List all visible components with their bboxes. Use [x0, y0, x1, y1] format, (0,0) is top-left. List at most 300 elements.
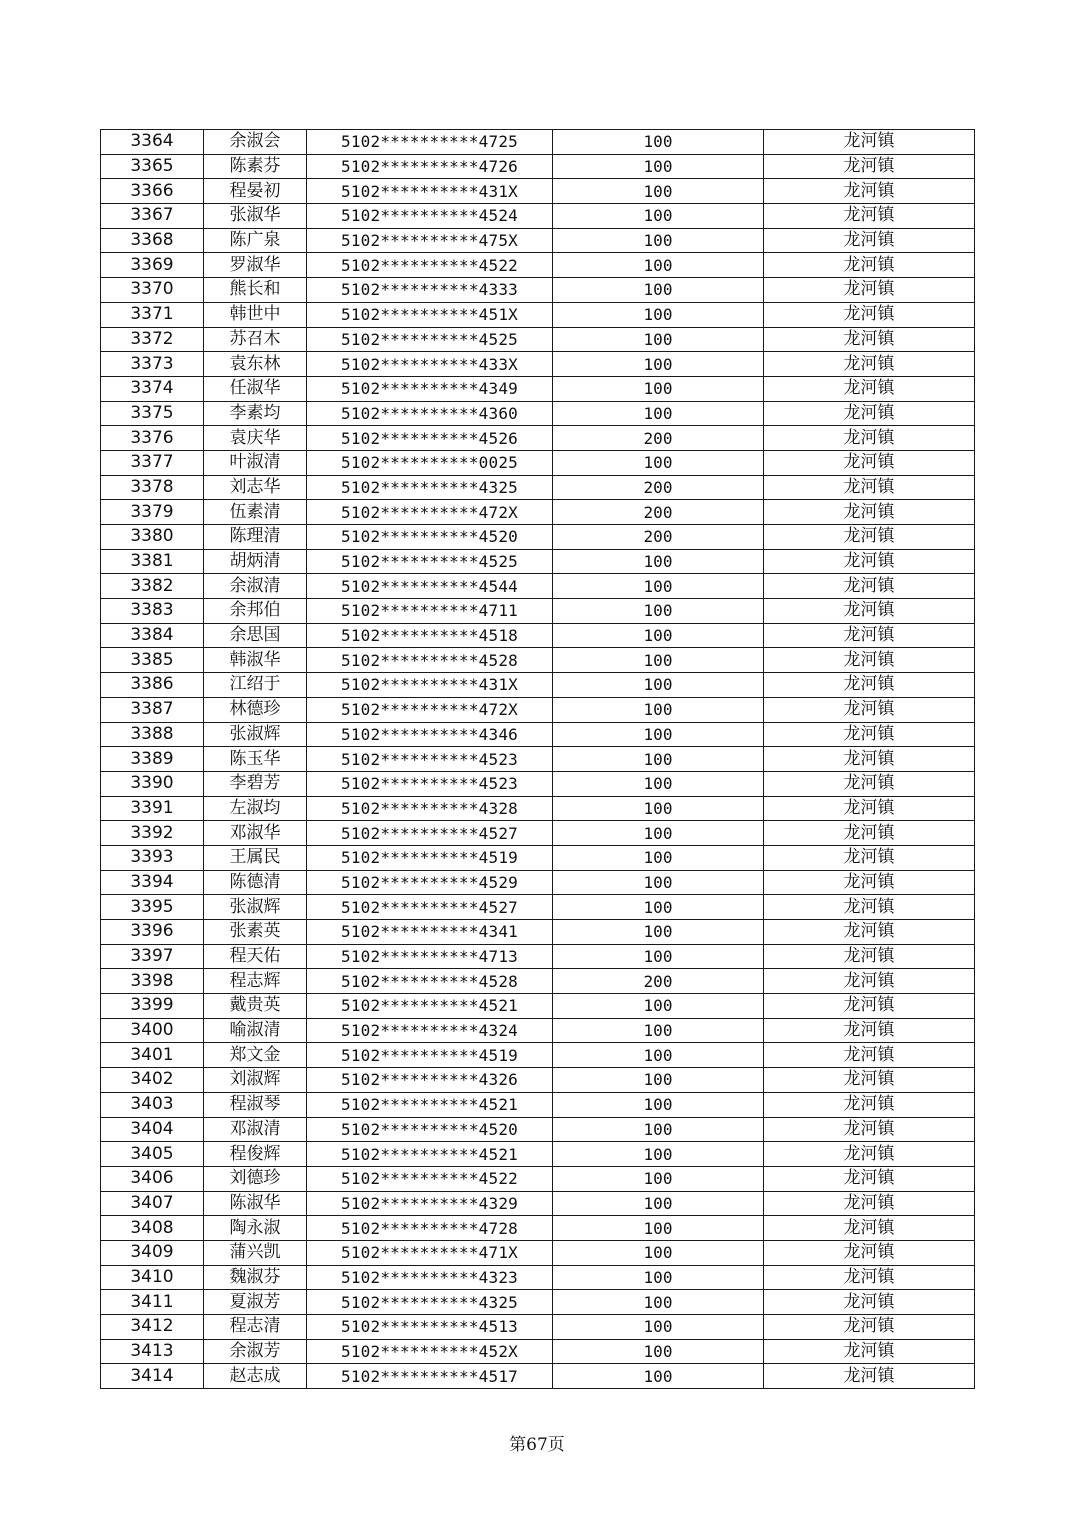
cell-town: 龙河镇	[764, 697, 975, 722]
cell-town: 龙河镇	[764, 1142, 975, 1167]
cell-seq: 3380	[101, 525, 204, 550]
table-row	[101, 1166, 975, 1191]
cell-seq: 3379	[101, 500, 204, 525]
cell-town: 龙河镇	[764, 1364, 975, 1389]
cell-name: 邓淑清	[204, 1117, 307, 1142]
cell-town: 龙河镇	[764, 327, 975, 352]
cell-id-number: 5102**********4525	[307, 327, 553, 352]
cell-id-number: 5102**********472X	[307, 500, 553, 525]
cell-seq: 3384	[101, 623, 204, 648]
cell-id-number: 5102**********4521	[307, 1142, 553, 1167]
cell-name: 陈理清	[204, 525, 307, 550]
cell-town: 龙河镇	[764, 525, 975, 550]
cell-name: 余淑清	[204, 574, 307, 599]
table-row	[101, 969, 975, 994]
table-row	[101, 722, 975, 747]
cell-amount: 100	[553, 1290, 764, 1315]
cell-id-number: 5102**********472X	[307, 697, 553, 722]
table-row	[101, 1018, 975, 1043]
table-row	[101, 1315, 975, 1340]
cell-seq: 3389	[101, 747, 204, 772]
cell-id-number: 5102**********471X	[307, 1240, 553, 1265]
cell-amount: 100	[553, 228, 764, 253]
cell-town: 龙河镇	[764, 796, 975, 821]
cell-amount: 100	[553, 278, 764, 303]
cell-seq: 3404	[101, 1117, 204, 1142]
cell-name: 刘淑辉	[204, 1068, 307, 1093]
cell-town: 龙河镇	[764, 302, 975, 327]
cell-town: 龙河镇	[764, 1117, 975, 1142]
cell-seq: 3373	[101, 352, 204, 377]
cell-amount: 100	[553, 450, 764, 475]
cell-amount: 100	[553, 994, 764, 1019]
cell-town: 龙河镇	[764, 1018, 975, 1043]
cell-amount: 100	[553, 302, 764, 327]
cell-name: 左淑均	[204, 796, 307, 821]
cell-seq: 3401	[101, 1043, 204, 1068]
cell-town: 龙河镇	[764, 722, 975, 747]
table-row	[101, 1191, 975, 1216]
cell-amount: 100	[553, 204, 764, 229]
cell-town: 龙河镇	[764, 376, 975, 401]
cell-seq: 3395	[101, 895, 204, 920]
cell-seq: 3374	[101, 376, 204, 401]
cell-name: 王属民	[204, 845, 307, 870]
cell-name: 程天佑	[204, 944, 307, 969]
table-row	[101, 796, 975, 821]
cell-town: 龙河镇	[764, 969, 975, 994]
cell-id-number: 5102**********4528	[307, 648, 553, 673]
cell-id-number: 5102**********4521	[307, 1092, 553, 1117]
cell-seq: 3397	[101, 944, 204, 969]
table-row	[101, 1265, 975, 1290]
cell-town: 龙河镇	[764, 278, 975, 303]
cell-amount: 100	[553, 944, 764, 969]
table-row	[101, 1092, 975, 1117]
cell-town: 龙河镇	[764, 130, 975, 155]
cell-id-number: 5102**********4711	[307, 599, 553, 624]
cell-amount: 100	[553, 845, 764, 870]
cell-name: 熊长和	[204, 278, 307, 303]
table-row	[101, 154, 975, 179]
cell-seq: 3413	[101, 1339, 204, 1364]
table-row	[101, 1290, 975, 1315]
cell-town: 龙河镇	[764, 1092, 975, 1117]
cell-amount: 100	[553, 253, 764, 278]
cell-amount: 100	[553, 895, 764, 920]
cell-amount: 100	[553, 796, 764, 821]
cell-town: 龙河镇	[764, 673, 975, 698]
cell-name: 张淑辉	[204, 895, 307, 920]
table-row	[101, 1068, 975, 1093]
cell-town: 龙河镇	[764, 574, 975, 599]
cell-seq: 3405	[101, 1142, 204, 1167]
table-row	[101, 994, 975, 1019]
cell-name: 叶淑清	[204, 450, 307, 475]
cell-name: 任淑华	[204, 376, 307, 401]
cell-amount: 100	[553, 1142, 764, 1167]
table-row	[101, 574, 975, 599]
cell-seq: 3412	[101, 1315, 204, 1340]
cell-seq: 3366	[101, 179, 204, 204]
table-row	[101, 525, 975, 550]
cell-id-number: 5102**********4544	[307, 574, 553, 599]
cell-amount: 100	[553, 1265, 764, 1290]
cell-amount: 200	[553, 969, 764, 994]
cell-seq: 3383	[101, 599, 204, 624]
cell-amount: 100	[553, 154, 764, 179]
cell-town: 龙河镇	[764, 500, 975, 525]
cell-amount: 100	[553, 549, 764, 574]
cell-name: 李素均	[204, 401, 307, 426]
table-row	[101, 302, 975, 327]
cell-id-number: 5102**********4325	[307, 475, 553, 500]
cell-name: 陈德清	[204, 870, 307, 895]
cell-seq: 3399	[101, 994, 204, 1019]
cell-seq: 3400	[101, 1018, 204, 1043]
cell-town: 龙河镇	[764, 179, 975, 204]
cell-town: 龙河镇	[764, 623, 975, 648]
cell-name: 刘志华	[204, 475, 307, 500]
cell-id-number: 5102**********4341	[307, 920, 553, 945]
cell-amount: 200	[553, 500, 764, 525]
cell-town: 龙河镇	[764, 1216, 975, 1241]
table-row	[101, 870, 975, 895]
cell-town: 龙河镇	[764, 204, 975, 229]
cell-id-number: 5102**********4527	[307, 895, 553, 920]
cell-amount: 200	[553, 475, 764, 500]
cell-town: 龙河镇	[764, 1191, 975, 1216]
cell-town: 龙河镇	[764, 228, 975, 253]
table-row	[101, 944, 975, 969]
cell-seq: 3386	[101, 673, 204, 698]
cell-town: 龙河镇	[764, 1043, 975, 1068]
cell-seq: 3367	[101, 204, 204, 229]
cell-id-number: 5102**********4323	[307, 1265, 553, 1290]
cell-seq: 3409	[101, 1240, 204, 1265]
cell-seq: 3376	[101, 426, 204, 451]
table-row	[101, 648, 975, 673]
cell-seq: 3408	[101, 1216, 204, 1241]
cell-name: 程俊辉	[204, 1142, 307, 1167]
cell-amount: 100	[553, 1191, 764, 1216]
cell-town: 龙河镇	[764, 1290, 975, 1315]
cell-seq: 3370	[101, 278, 204, 303]
cell-seq: 3364	[101, 130, 204, 155]
cell-amount: 100	[553, 130, 764, 155]
cell-town: 龙河镇	[764, 253, 975, 278]
cell-name: 苏召木	[204, 327, 307, 352]
cell-town: 龙河镇	[764, 920, 975, 945]
cell-amount: 100	[553, 870, 764, 895]
cell-seq: 3375	[101, 401, 204, 426]
cell-id-number: 5102**********4726	[307, 154, 553, 179]
cell-id-number: 5102**********4520	[307, 1117, 553, 1142]
cell-id-number: 5102**********4328	[307, 796, 553, 821]
cell-id-number: 5102**********4329	[307, 1191, 553, 1216]
cell-name: 张淑辉	[204, 722, 307, 747]
cell-id-number: 5102**********4349	[307, 376, 553, 401]
table-row	[101, 228, 975, 253]
cell-amount: 100	[553, 401, 764, 426]
cell-name: 陈广泉	[204, 228, 307, 253]
table-row	[101, 771, 975, 796]
cell-name: 余思国	[204, 623, 307, 648]
cell-town: 龙河镇	[764, 426, 975, 451]
cell-name: 韩淑华	[204, 648, 307, 673]
cell-id-number: 5102**********4526	[307, 426, 553, 451]
cell-id-number: 5102**********4713	[307, 944, 553, 969]
table-row	[101, 1117, 975, 1142]
cell-name: 戴贵英	[204, 994, 307, 1019]
cell-amount: 100	[553, 574, 764, 599]
cell-town: 龙河镇	[764, 870, 975, 895]
cell-seq: 3392	[101, 821, 204, 846]
cell-seq: 3411	[101, 1290, 204, 1315]
cell-town: 龙河镇	[764, 450, 975, 475]
table-row	[101, 1142, 975, 1167]
cell-amount: 100	[553, 1240, 764, 1265]
table-row	[101, 204, 975, 229]
cell-seq: 3407	[101, 1191, 204, 1216]
cell-town: 龙河镇	[764, 1166, 975, 1191]
cell-name: 陈淑华	[204, 1191, 307, 1216]
cell-seq: 3414	[101, 1364, 204, 1389]
cell-amount: 100	[553, 599, 764, 624]
table-row	[101, 1339, 975, 1364]
cell-town: 龙河镇	[764, 352, 975, 377]
table-row	[101, 1364, 975, 1389]
table-row	[101, 130, 975, 155]
cell-seq: 3382	[101, 574, 204, 599]
cell-amount: 100	[553, 1364, 764, 1389]
table-row	[101, 426, 975, 451]
cell-name: 李碧芳	[204, 771, 307, 796]
cell-seq: 3402	[101, 1068, 204, 1093]
cell-amount: 100	[553, 1166, 764, 1191]
cell-id-number: 5102**********4520	[307, 525, 553, 550]
table-row	[101, 920, 975, 945]
cell-id-number: 5102**********433X	[307, 352, 553, 377]
cell-id-number: 5102**********4522	[307, 253, 553, 278]
cell-amount: 100	[553, 1018, 764, 1043]
table-row	[101, 352, 975, 377]
table-row	[101, 623, 975, 648]
cell-amount: 100	[553, 376, 764, 401]
cell-id-number: 5102**********4529	[307, 870, 553, 895]
cell-name: 程志辉	[204, 969, 307, 994]
cell-name: 余淑芳	[204, 1339, 307, 1364]
cell-seq: 3387	[101, 697, 204, 722]
cell-seq: 3406	[101, 1166, 204, 1191]
cell-amount: 100	[553, 1043, 764, 1068]
cell-id-number: 5102**********4324	[307, 1018, 553, 1043]
cell-seq: 3377	[101, 450, 204, 475]
cell-name: 程晏初	[204, 179, 307, 204]
cell-id-number: 5102**********4524	[307, 204, 553, 229]
cell-id-number: 5102**********475X	[307, 228, 553, 253]
cell-town: 龙河镇	[764, 648, 975, 673]
cell-town: 龙河镇	[764, 401, 975, 426]
cell-name: 魏淑芬	[204, 1265, 307, 1290]
table-row	[101, 895, 975, 920]
cell-name: 罗淑华	[204, 253, 307, 278]
cell-id-number: 5102**********4522	[307, 1166, 553, 1191]
cell-seq: 3396	[101, 920, 204, 945]
cell-name: 程志清	[204, 1315, 307, 1340]
cell-id-number: 5102**********4725	[307, 130, 553, 155]
table-row	[101, 475, 975, 500]
cell-amount: 100	[553, 673, 764, 698]
cell-seq: 3398	[101, 969, 204, 994]
cell-seq: 3372	[101, 327, 204, 352]
cell-town: 龙河镇	[764, 154, 975, 179]
roster-table-body	[101, 130, 975, 1389]
cell-amount: 100	[553, 1068, 764, 1093]
roster-table	[100, 129, 975, 1389]
cell-name: 江绍于	[204, 673, 307, 698]
page-number: 第67页	[509, 1435, 565, 1455]
cell-seq: 3385	[101, 648, 204, 673]
cell-seq: 3378	[101, 475, 204, 500]
table-row	[101, 673, 975, 698]
cell-town: 龙河镇	[764, 994, 975, 1019]
cell-amount: 200	[553, 525, 764, 550]
cell-amount: 100	[553, 821, 764, 846]
cell-id-number: 5102**********4518	[307, 623, 553, 648]
cell-amount: 100	[553, 1339, 764, 1364]
cell-name: 袁庆华	[204, 426, 307, 451]
cell-name: 邓淑华	[204, 821, 307, 846]
cell-id-number: 5102**********451X	[307, 302, 553, 327]
table-row	[101, 500, 975, 525]
cell-name: 伍素清	[204, 500, 307, 525]
cell-id-number: 5102**********4325	[307, 1290, 553, 1315]
cell-town: 龙河镇	[764, 1339, 975, 1364]
cell-amount: 100	[553, 1315, 764, 1340]
cell-id-number: 5102**********431X	[307, 179, 553, 204]
cell-id-number: 5102**********4360	[307, 401, 553, 426]
cell-seq: 3371	[101, 302, 204, 327]
cell-id-number: 5102**********4519	[307, 845, 553, 870]
cell-id-number: 5102**********452X	[307, 1339, 553, 1364]
cell-amount: 100	[553, 697, 764, 722]
cell-amount: 100	[553, 771, 764, 796]
table-row	[101, 179, 975, 204]
cell-amount: 100	[553, 648, 764, 673]
cell-id-number: 5102**********4527	[307, 821, 553, 846]
cell-town: 龙河镇	[764, 549, 975, 574]
cell-id-number: 5102**********4517	[307, 1364, 553, 1389]
cell-amount: 100	[553, 1117, 764, 1142]
cell-seq: 3410	[101, 1265, 204, 1290]
cell-id-number: 5102**********4528	[307, 969, 553, 994]
cell-name: 程淑琴	[204, 1092, 307, 1117]
table-row	[101, 599, 975, 624]
cell-seq: 3381	[101, 549, 204, 574]
cell-amount: 100	[553, 722, 764, 747]
cell-town: 龙河镇	[764, 747, 975, 772]
cell-id-number: 5102**********431X	[307, 673, 553, 698]
table-row	[101, 821, 975, 846]
cell-seq: 3368	[101, 228, 204, 253]
cell-town: 龙河镇	[764, 1315, 975, 1340]
cell-name: 余邦伯	[204, 599, 307, 624]
cell-name: 陈玉华	[204, 747, 307, 772]
cell-id-number: 5102**********4525	[307, 549, 553, 574]
cell-seq: 3369	[101, 253, 204, 278]
table-row	[101, 697, 975, 722]
cell-seq: 3365	[101, 154, 204, 179]
cell-name: 夏淑芳	[204, 1290, 307, 1315]
cell-town: 龙河镇	[764, 1265, 975, 1290]
cell-id-number: 5102**********4326	[307, 1068, 553, 1093]
cell-amount: 100	[553, 352, 764, 377]
cell-id-number: 5102**********4523	[307, 747, 553, 772]
cell-amount: 100	[553, 920, 764, 945]
cell-name: 胡炳清	[204, 549, 307, 574]
cell-seq: 3403	[101, 1092, 204, 1117]
table-row	[101, 1216, 975, 1241]
cell-name: 赵志成	[204, 1364, 307, 1389]
cell-town: 龙河镇	[764, 475, 975, 500]
cell-id-number: 5102**********4519	[307, 1043, 553, 1068]
table-row	[101, 1043, 975, 1068]
cell-town: 龙河镇	[764, 845, 975, 870]
table-row	[101, 549, 975, 574]
cell-name: 蒲兴凯	[204, 1240, 307, 1265]
cell-id-number: 5102**********4346	[307, 722, 553, 747]
table-row	[101, 376, 975, 401]
cell-name: 陶永淑	[204, 1216, 307, 1241]
cell-town: 龙河镇	[764, 1240, 975, 1265]
cell-name: 林德珍	[204, 697, 307, 722]
cell-seq: 3390	[101, 771, 204, 796]
cell-name: 喻淑清	[204, 1018, 307, 1043]
cell-id-number: 5102**********0025	[307, 450, 553, 475]
cell-id-number: 5102**********4523	[307, 771, 553, 796]
table-row	[101, 1240, 975, 1265]
cell-town: 龙河镇	[764, 895, 975, 920]
cell-town: 龙河镇	[764, 771, 975, 796]
cell-amount: 100	[553, 179, 764, 204]
cell-amount: 200	[553, 426, 764, 451]
table-row	[101, 278, 975, 303]
cell-seq: 3393	[101, 845, 204, 870]
cell-amount: 100	[553, 1092, 764, 1117]
cell-name: 张淑华	[204, 204, 307, 229]
cell-name: 余淑会	[204, 130, 307, 155]
cell-id-number: 5102**********4513	[307, 1315, 553, 1340]
cell-seq: 3391	[101, 796, 204, 821]
cell-name: 郑文金	[204, 1043, 307, 1068]
cell-name: 袁东林	[204, 352, 307, 377]
cell-amount: 100	[553, 623, 764, 648]
cell-amount: 100	[553, 1216, 764, 1241]
table-row	[101, 747, 975, 772]
table-row	[101, 253, 975, 278]
cell-seq: 3388	[101, 722, 204, 747]
cell-amount: 100	[553, 327, 764, 352]
cell-amount: 100	[553, 747, 764, 772]
cell-town: 龙河镇	[764, 1068, 975, 1093]
table-row	[101, 401, 975, 426]
cell-id-number: 5102**********4728	[307, 1216, 553, 1241]
table-row	[101, 450, 975, 475]
table-row	[101, 845, 975, 870]
cell-name: 韩世中	[204, 302, 307, 327]
cell-name: 张素英	[204, 920, 307, 945]
